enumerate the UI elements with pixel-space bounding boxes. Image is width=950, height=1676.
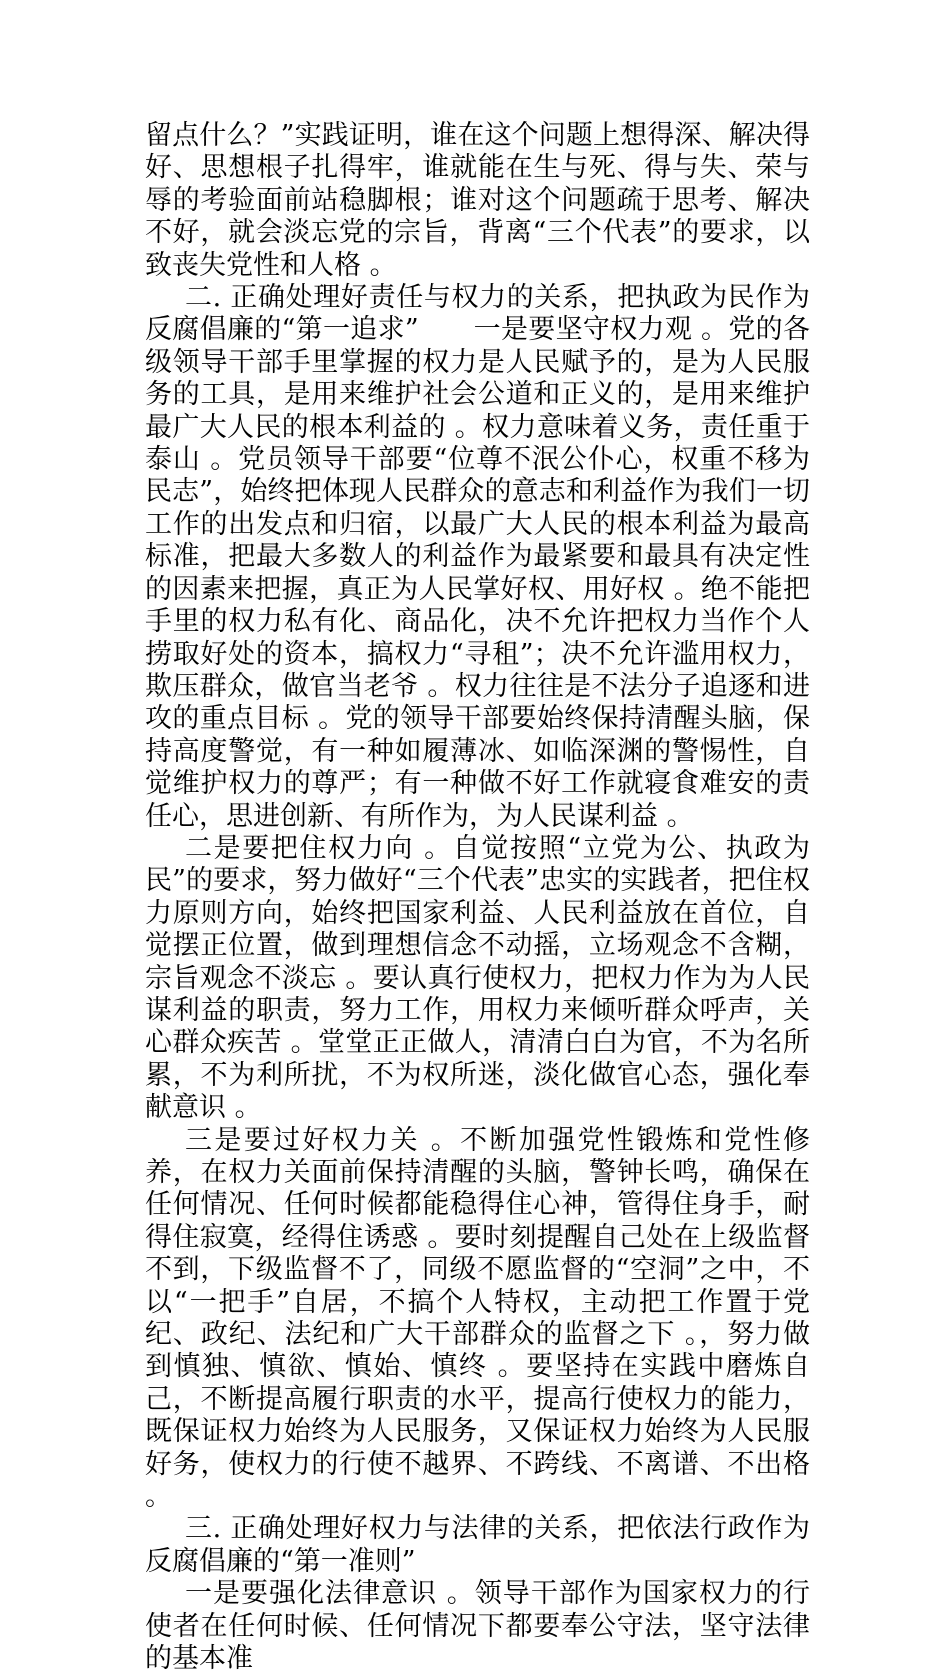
- paragraph-2: 二. 正确处理好责任与权力的关系，把执政为民作为反腐倡廉的“第一追求” 一是要坚守权力观 。党的各级领导干部手里掌握的权力是人民赋予的，是为人民服务的工具，是用来维护社会公道和正义的，是用来维护最广大人民的根本利益的 。权力意味着义务，责任重于泰山 。党员领导干部要“位尊不泯公仆心，权重不移为民志”，始终把体现人民群众的意志和利益作为我们一切工作的出发点和归宿，以最广大人民的根本利益为最高标准，把最大多数人的利益作为最紧要和最具有决定性的因素来把握，真正为人民掌好权、用好权 。绝不能把手里的权力私有化、商品化，决不允许把权力当作个人捞取好处的资本，搞权力“寻租”；决不允许滥用权力，欺压群众，做官当老爷 。权力往往是不法分子追逐和进攻的重点目标 。党的领导干部要始终保持清醒头脑，保持高度警觉，有一种如履薄冰、如临深渊的警惕性，自觉维护权力的尊严；有一种做不好工作就寝食难安的责任心，思进创新、有所作为，为人民谋利益 。: [145, 282, 810, 832]
- paragraph-1: 留点什么？”实践证明，谁在这个问题上想得深、解决得好、思想根子扎得牢，谁就能在生与死、得与失、荣与辱的考验面前站稳脚根；谁对这个问题疏于思考、解决不好，就会淡忘党的宗旨，背离“三个代表”的要求，以致丧失党性和人格 。: [145, 120, 810, 281]
- paragraph-6: 一是要强化法律意识 。领导干部作为国家权力的行使者在任何时候、任何情况下都要奉公守法，坚守法律的基本准: [145, 1578, 810, 1675]
- document-body: [145, 120, 810, 1676]
- paragraph-3: 二是要把住权力向 。自觉按照“立党为公、执政为民”的要求，努力做好“三个代表”忠实的实践者，把住权力原则方向，始终把国家利益、人民利益放在首位，自觉摆正位置，做到理想信念不动摇，立场观念不含糊，宗旨观念不淡忘 。要认真行使权力，把权力作为为人民谋利益的职责，努力工作，用权力来倾听群众呼声，关心群众疾苦 。堂堂正正做人，清清白白为官，不为名所累，不为利所扰，不为权所迷，淡化做官心态，强化奉献意识 。: [145, 832, 810, 1124]
- paragraph-4: 三是要过好权力关 。不断加强党性锻炼和党性修养，在权力关面前保持清醒的头脑，警钟长鸣，确保在任何情况、任何时候都能稳得住心神，管得住身手，耐得住寂寞，经得住诱惑 。要时刻提醒自己处在上级监督不到，下级监督不了，同级不愿监督的“空洞”之中，不以“一把手”自居，不搞个人特权，主动把工作置于党纪、政纪、法纪和广大干部群众的监督之下 。，努力做到慎独、慎欲、慎始、慎终 。要坚持在实践中磨炼自己，不断提高履行职责的水平，提高行使权力的能力，既保证权力始终为人民服务，又保证权力始终为人民服好务，使权力的行使不越界、不跨线、不离谱、不出格 。: [145, 1124, 810, 1513]
- paragraph-5: 三. 正确处理好权力与法律的关系，把依法行政作为反腐倡廉的“第一准则”: [145, 1513, 810, 1577]
